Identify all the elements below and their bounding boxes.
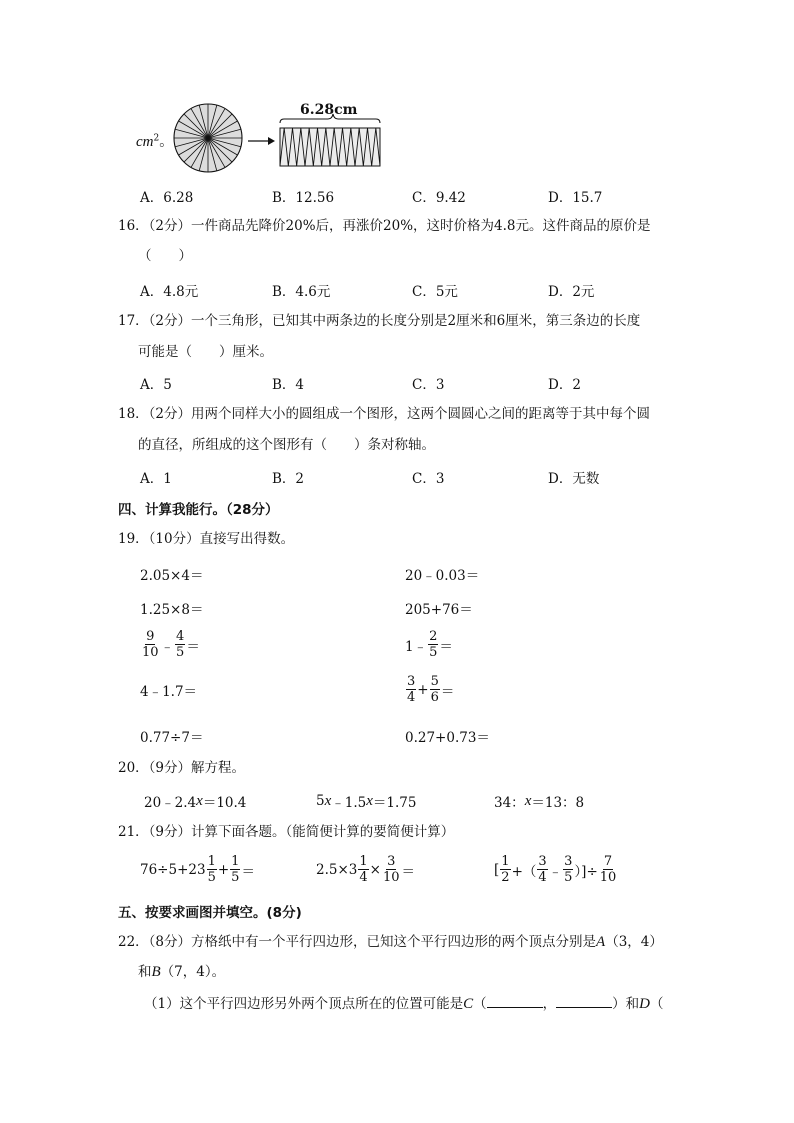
q19-item-4: 205+76＝ [405,602,473,618]
fraction: $\frac{1}{4}$ [359,854,368,885]
q16-option-a[interactable]: A．4.8元 [140,284,199,300]
q21-expression-1: 76÷5+23 $\frac{1}{5}$ + $\frac{1}{5}$ ＝ [140,854,255,885]
rect-length-label: 6.28cm [300,102,358,118]
fraction: $\frac{4}{5}$ [176,629,185,660]
q16-text-line2: （ ） [138,248,192,264]
fraction: $\frac{3}{4}$ [538,854,547,885]
q19-title: 19．（10分）直接写出得数。 [118,531,295,547]
q16-text-line1: 16．（2分）一件商品先降价20%后，再涨价20%，这时价格为4.8元。这件商品的原价是 [118,218,651,234]
q20-title: 20．（9分）解方程。 [118,760,246,776]
section-4-heading: 四、计算我能行。（28分） [118,502,279,518]
q21-expression-3: [ $\frac{1}{2}$ +（ $\frac{3}{4}$ ﹣ $\frac{3}{5}$ ）]÷ $\frac{7}{10}$ [494,854,617,885]
q15-option-a[interactable]: A．6.28 [140,190,194,206]
q17-option-b[interactable]: B．4 [272,377,305,393]
fraction: $\frac{7}{10}$ [599,854,617,885]
q19-item-9: 0.77÷7＝ [140,730,204,746]
fraction: $\frac{1}{5}$ [231,854,240,885]
q15-option-d[interactable]: D．15.7 [548,190,603,206]
q19-item-8: $\frac{3}{4}$ + $\frac{5}{6}$ ＝ [407,674,455,705]
area-unit-label: $cm^2$。 [136,133,174,150]
section-5-heading: 五、按要求画图并填空。(8分) [118,905,302,921]
q16-option-b[interactable]: B．4.6元 [272,284,331,300]
q20-equation-2: 5 x ﹣1.5 x ＝1.75 [316,792,417,811]
q21-title: 21．（9分）计算下面各题。（能简便计算的要简便计算） [118,824,455,840]
fraction: $\frac{3}{10}$ [382,854,400,885]
q17-option-d[interactable]: D．2 [548,377,581,393]
q16-option-d[interactable]: D．2元 [548,284,595,300]
fraction: $\frac{1}{2}$ [501,854,510,885]
fraction: $\frac{9}{10}$ [142,629,159,660]
q19-item-1: 2.05×4＝ [140,568,204,584]
circle-sector-figure [170,100,400,176]
q22-sub1-line: （1）这个平行四边形另外两个顶点所在的位置可能是C（ ， ）和D（ [144,993,663,1014]
q19-item-3: 1.25×8＝ [140,602,204,618]
fraction: $\frac{3}{4}$ [407,674,416,705]
q19-item-7: 4﹣1.7＝ [140,684,198,700]
answer-blank-cy[interactable] [556,993,612,1008]
q17-option-a[interactable]: A．5 [140,377,172,393]
rearranged-rectangle [280,128,380,166]
fraction: $\frac{5}{6}$ [430,674,439,705]
q18-text-line2: 的直径，所组成的这个图形有（ ）条对称轴。 [138,437,435,453]
q19-item-6: 1﹣ $\frac{2}{5}$ ＝ [405,629,453,660]
fraction: $\frac{1}{5}$ [207,854,216,885]
q22-text-line2: 和B（7，4）。 [138,964,226,980]
q19-item-10: 0.27+0.73＝ [405,730,490,746]
q21-expression-2: 2.5×3 $\frac{1}{4}$ × $\frac{3}{10}$ ＝ [316,854,416,885]
q15-option-b[interactable]: B．12.56 [272,190,335,206]
q17-text-line1: 17．（2分）一个三角形，已知其中两条边的长度分别是2厘米和6厘米，第三条边的长度 [118,313,641,329]
q19-item-5: $\frac{9}{10}$ ﹣ $\frac{4}{5}$ ＝ [142,629,200,660]
q18-option-b[interactable]: B．2 [272,471,305,487]
q15-option-c[interactable]: C．9.42 [412,190,466,206]
q17-text-line2: 可能是（ ）厘米。 [138,344,273,360]
q20-equation-1: 20﹣2.4 x ＝10.4 [144,792,247,811]
q19-item-2: 20﹣0.03＝ [405,568,480,584]
q17-option-c[interactable]: C．3 [412,377,445,393]
arrow [248,137,275,145]
q18-option-c[interactable]: C．3 [412,471,445,487]
answer-blank-cx[interactable] [487,993,543,1008]
fraction: $\frac{2}{5}$ [429,629,438,660]
q20-equation-3: 34： x ＝13：8 [494,792,585,811]
q22-text-line1: 22．（8分）方格纸中有一个平行四边形，已知这个平行四边形的两个顶点分别是A（3，4） [118,934,663,950]
fraction: $\frac{3}{5}$ [564,854,573,885]
q18-text-line1: 18．（2分）用两个同样大小的圆组成一个图形，这两个圆圆心之间的距离等于其中每个圆 [118,406,651,422]
q18-option-a[interactable]: A．1 [140,471,172,487]
divided-circle [174,104,242,172]
q16-option-c[interactable]: C．5元 [412,284,458,300]
q18-option-d[interactable]: D．无数 [548,471,600,487]
